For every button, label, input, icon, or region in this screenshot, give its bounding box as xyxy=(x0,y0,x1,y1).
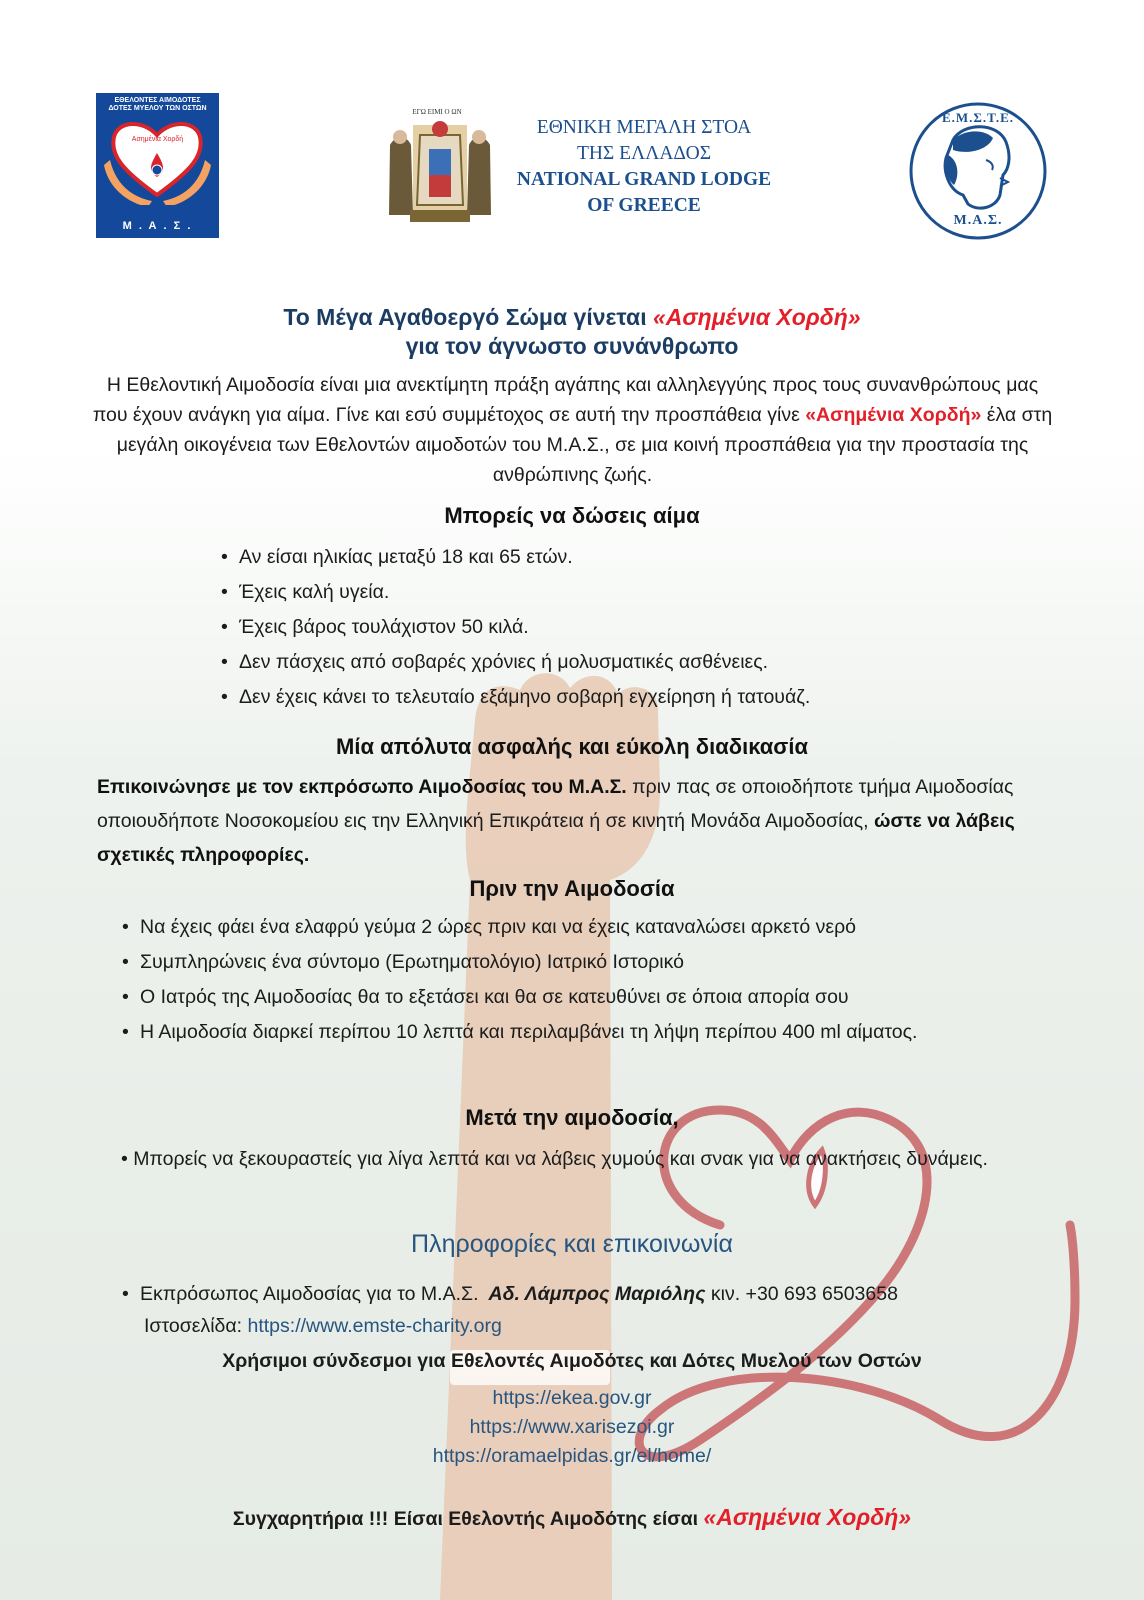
page-title xyxy=(0,303,1144,361)
representative-name: Αδ. Λάμπρος Μαριόλης xyxy=(488,1283,706,1305)
info-heading: Πληροφορίες και επικοινωνία xyxy=(411,1230,733,1258)
list-item: • Έχεις βάρος τουλάχιστον 50 κιλά. xyxy=(221,610,810,645)
mas-logo-acronym: Μ . Α . Σ . xyxy=(122,220,193,232)
page-title-text: Το Μέγα Αγαθοεργό Σώμα γίνεται xyxy=(283,304,653,330)
before-list xyxy=(122,910,1002,1050)
mas-logo xyxy=(96,93,219,238)
contact-website xyxy=(122,1310,1082,1342)
list-item: • Ο Ιατρός της Αιμοδοσίας θα το εξετάσει και θα σε κατευθύνει σε όποια απορία σου xyxy=(122,980,1002,1015)
page-title-line2: για τον άγνωστο συνάνθρωπο xyxy=(405,333,739,359)
closing-highlight: «Ασημένια Χορδή» xyxy=(703,1504,912,1530)
lodge-name-gr-1: ΕΘΝΙΚΗ ΜΕΓΑΛΗ ΣΤΟΑ xyxy=(536,117,752,138)
contact-bullet: • xyxy=(122,1283,129,1305)
can-donate-heading: Μπορείς να δώσεις αίμα xyxy=(444,503,700,528)
list-item: • Δεν έχεις κάνει το τελευταίο εξάμηνο σοβαρή εγχείρηση ή τατουάζ. xyxy=(221,680,810,715)
closing-message xyxy=(0,1504,1144,1531)
mas-logo-heart-text: Ασημένια Χορδή xyxy=(131,136,184,143)
before-heading: Πριν την Αιμοδοσία xyxy=(469,876,675,901)
useful-link[interactable]: https://ekea.gov.gr xyxy=(492,1387,652,1409)
can-donate-list xyxy=(221,540,810,715)
website-link[interactable]: https://www.emste-charity.org xyxy=(247,1315,502,1337)
list-item: • Δεν πάσχεις από σοβαρές χρόνιες ή μολυσματικές ασθένειες. xyxy=(221,645,810,680)
list-item: • Έχεις καλή υγεία. xyxy=(221,575,810,610)
mas-logo-top-text xyxy=(96,97,219,113)
intro-text-2: έλα στη μεγάλη οικογένεια των Εθελοντών αιμοδοτών του Μ.Α.Σ., σε μια κοινή προσπάθεια για την προστασία της ανθρώπινης ζωής. xyxy=(116,404,1053,486)
intro-text-1: Η Εθελοντική Αιμοδοσία είναι μια ανεκτίμητη πράξη αγάπης και αλληλεγγύης προς τους συνανθρώπους μας που έχουν ανάγκη για αίμα. Γίνε και εσύ συμμέτοχος σε αυτή την προσπάθεια γίνε xyxy=(92,374,1039,426)
emste-logo xyxy=(908,100,1048,242)
contact-block xyxy=(122,1278,1082,1342)
emste-ring-top-text: Ε.Μ.Σ.Τ.Ε. xyxy=(941,110,1015,125)
procedure-paragraph xyxy=(97,770,1057,872)
lodge-name-en-1: NATIONAL GRAND LODGE xyxy=(516,169,772,190)
list-item: • Να έχεις φάει ένα ελαφρύ γεύμα 2 ώρες πριν και να έχεις καταναλώσει αρκετό νερό xyxy=(122,910,1002,945)
useful-link[interactable]: https://www.xarisezoi.gr xyxy=(469,1416,675,1438)
page-title-line1 xyxy=(0,303,1144,332)
procedure-bold-1: Επικοινώνησε με τον εκπρόσωπο Αιμοδοσίας του Μ.Α.Σ. xyxy=(97,776,627,798)
useful-links-heading: Χρήσιμοι σύνδεσμοι για Εθελοντές Αιμοδότες και Δότες Μυελού των Οστών xyxy=(222,1350,922,1372)
representative-phone: κιν. +30 693 6503658 xyxy=(705,1283,898,1305)
lodge-seal-icon xyxy=(385,115,495,230)
procedure-heading: Μία απόλυτα ασφαλής και εύκολη διαδικασία xyxy=(336,734,808,759)
after-paragraph: • Μπορείς να ξεκουραστείς για λίγα λεπτά και να λάβεις χυμούς και σνακ για να ανακτήσεις δυνάμεις. xyxy=(121,1148,988,1170)
lodge-name xyxy=(509,115,779,219)
list-item: • Συμπληρώνεις ένα σύντομο (Ερωτηματολόγιο) Ιατρικό Ιστορικό xyxy=(122,945,1002,980)
mas-logo-text-line1: ΕΘΕΛΟΝΤΕΣ ΑΙΜΟΔΟΤΕΣ xyxy=(114,97,201,104)
useful-links-list xyxy=(0,1384,1144,1471)
procedure-text: πριν πας σε οποιοδήποτε τμήμα Αιμοδοσίας οποιουδήποτε Νοσοκομείου εις την Ελληνική Επικράτεια ή σε κινητή Μονάδα Αιμοδοσίας, xyxy=(97,776,1014,832)
seal-motto: ΕΓΩ ΕΙΜΙ Ο ΩΝ xyxy=(412,108,462,116)
intro-highlight: «Ασημένια Χορδή» xyxy=(805,404,982,426)
after-heading: Μετά την αιμοδοσία, xyxy=(465,1105,679,1130)
mas-logo-text-line2: ΔΟΤΕΣ ΜΥΕΛΟΥ ΤΩΝ ΟΣΤΩΝ xyxy=(108,105,207,112)
grand-lodge-logo xyxy=(385,105,785,225)
heart-hands-icon xyxy=(102,115,213,205)
list-item: • Αν είσαι ηλικίας μεταξύ 18 και 65 ετών. xyxy=(221,540,810,575)
representative-label: Εκπρόσωπος Αιμοδοσίας για το Μ.Α.Σ. xyxy=(140,1283,479,1305)
emste-ring-bottom-text: Μ.Α.Σ. xyxy=(953,213,1003,228)
list-item: • Η Αιμοδοσία διαρκεί περίπου 10 λεπτά και περιλαμβάνει τη λήψη περίπου 400 ml αίματος. xyxy=(122,1015,1002,1050)
useful-link[interactable]: https://oramaelpidas.gr/el/home/ xyxy=(432,1445,712,1467)
lodge-name-en-2: OF GREECE xyxy=(587,195,701,216)
closing-text: Συγχαρητήρια !!! Είσαι Εθελοντής Αιμοδότης είσαι xyxy=(232,1508,704,1530)
page-title-highlight: «Ασημένια Χορδή» xyxy=(652,304,861,330)
website-label: Ιστοσελίδα: xyxy=(144,1315,248,1337)
lodge-name-gr-2: ΤΗΣ ΕΛΛΑΔΟΣ xyxy=(576,143,712,164)
intro-paragraph xyxy=(90,370,1055,490)
contact-representative xyxy=(122,1278,1082,1310)
procedure-bold-2: ώστε να λάβεις σχετικές πληροφορίες. xyxy=(97,810,1015,866)
